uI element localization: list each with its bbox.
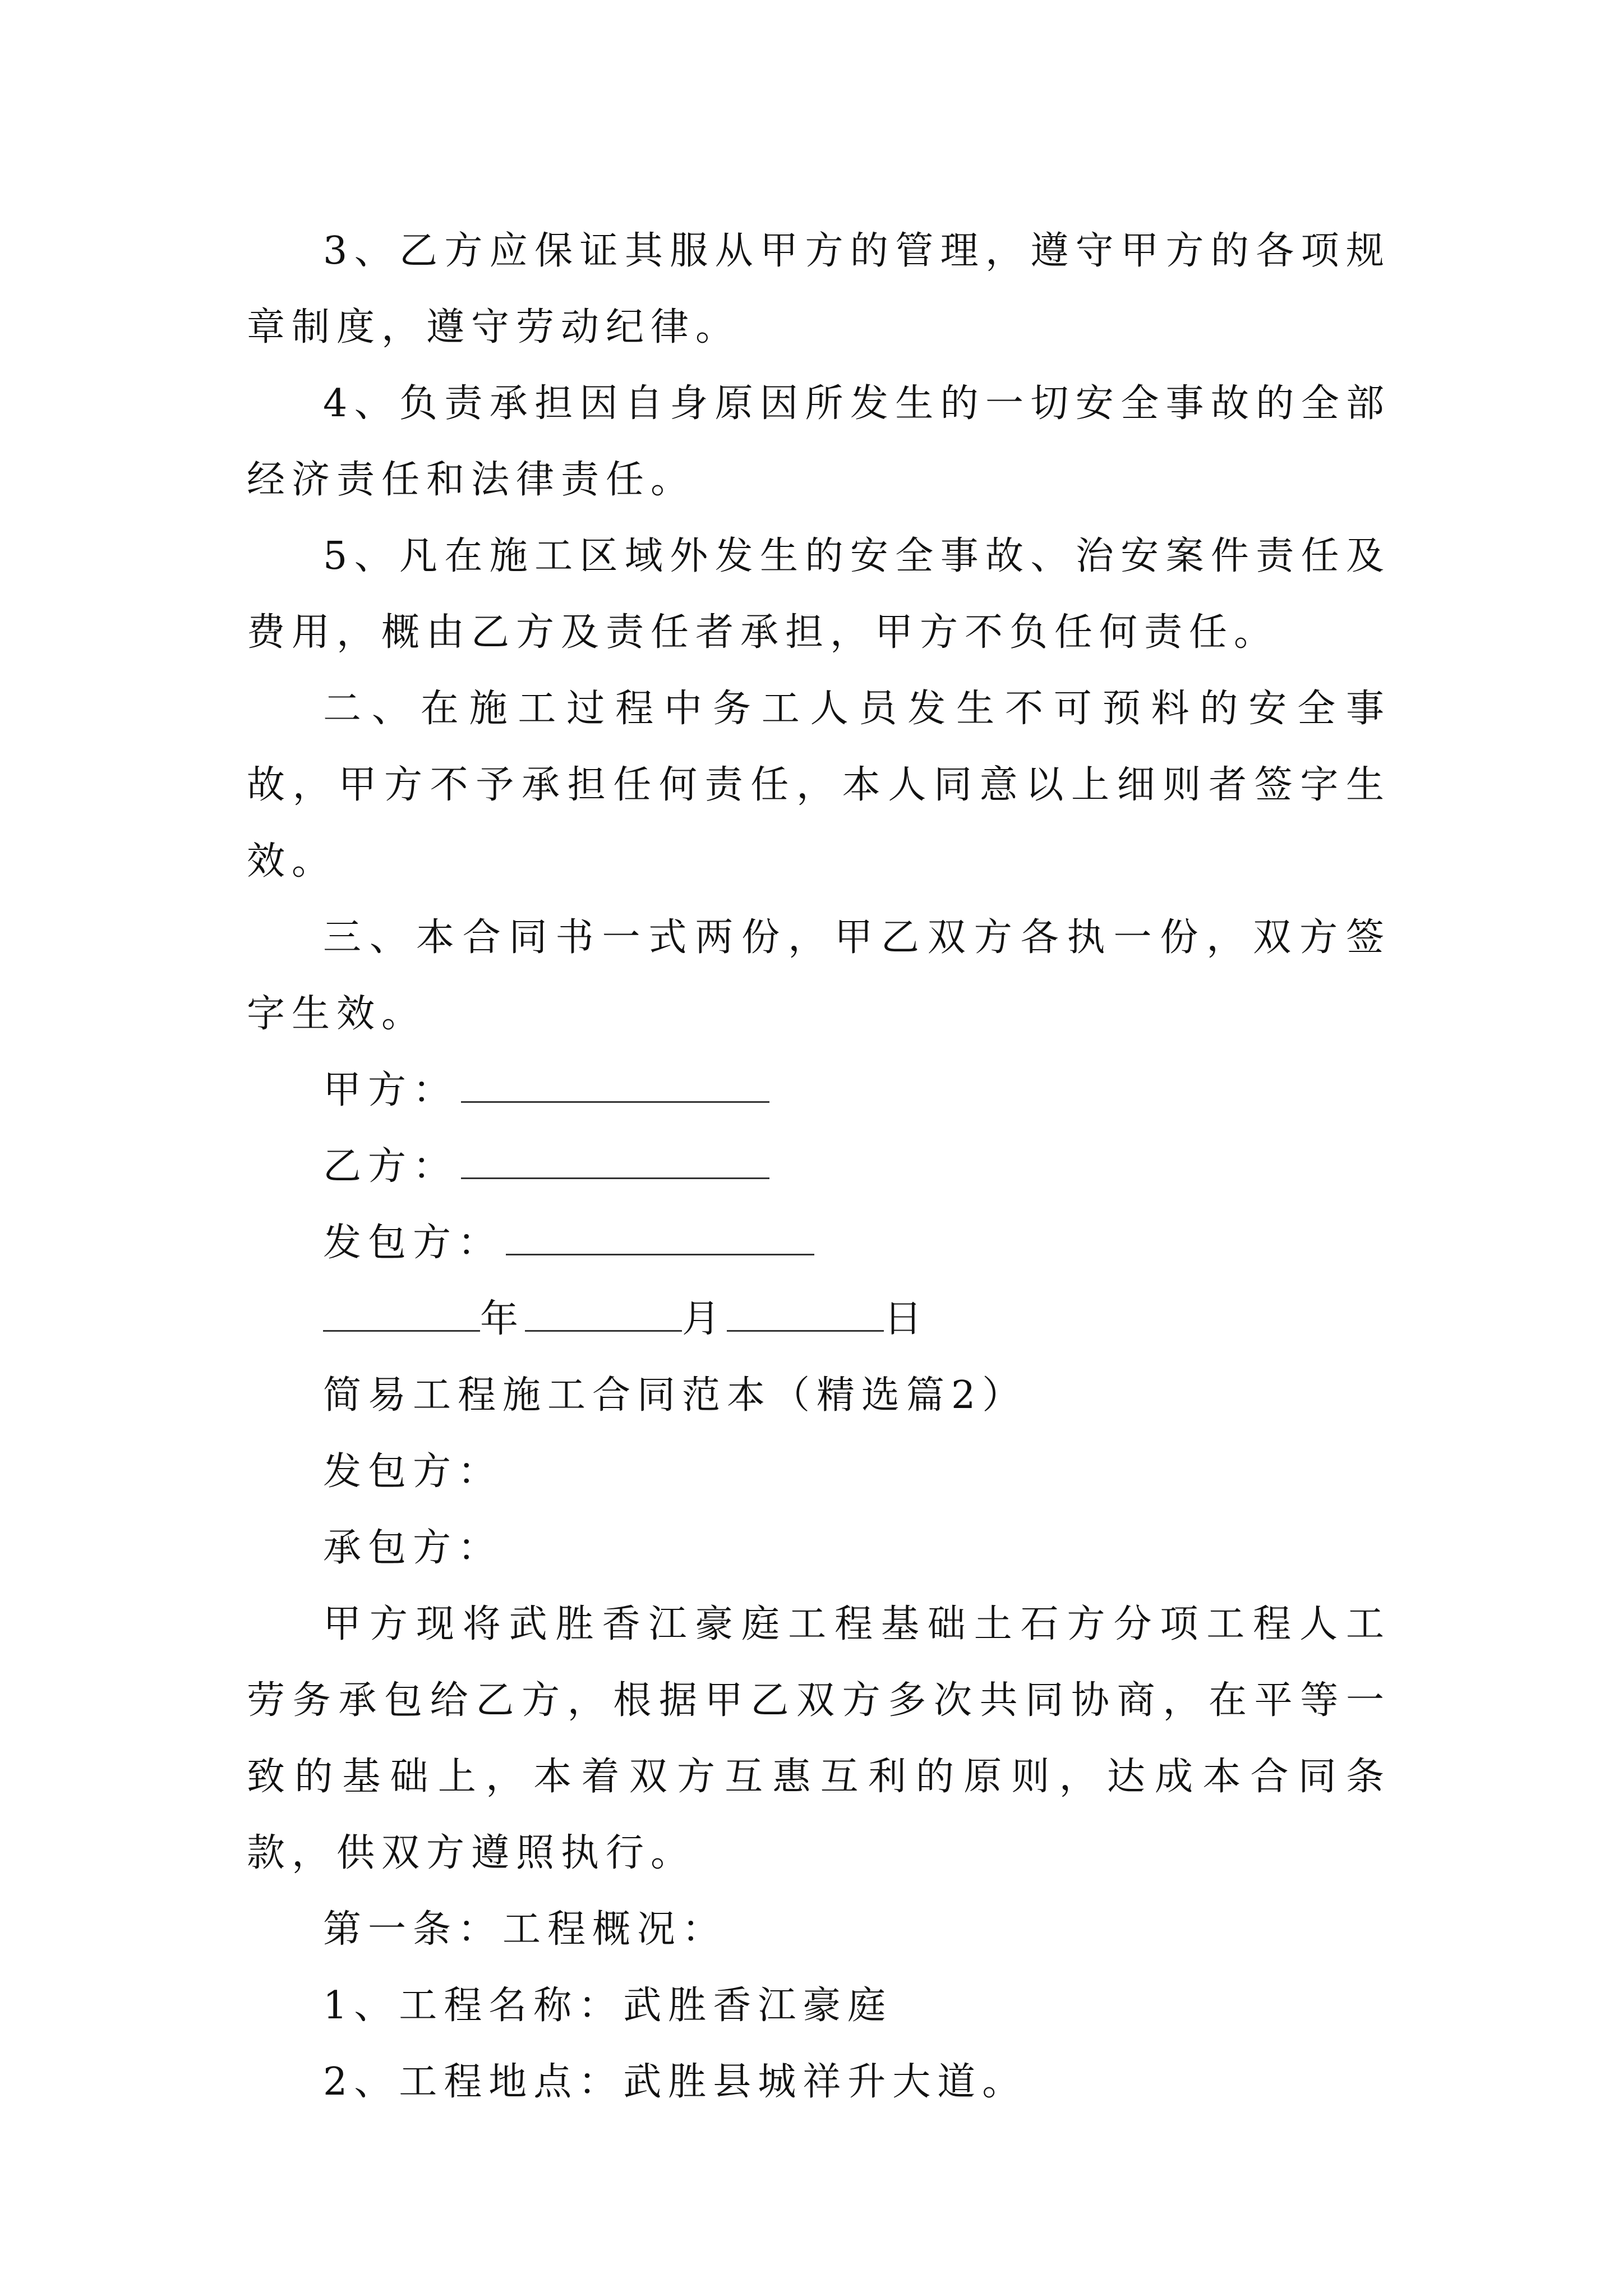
year-blank xyxy=(323,1296,480,1332)
year-label: 年 xyxy=(480,1297,525,1341)
month-blank xyxy=(525,1296,682,1332)
clause-5-paragraph: 5、凡在施工区域外发生的安全事故、治安案件责任及费用，概由乙方及责任者承担，甲方不负任何责任。 xyxy=(247,534,1391,655)
contractor-label: 发包方： xyxy=(323,1221,503,1265)
clause-4-paragraph: 4、负责承担因自身原因所发生的一切安全事故的全部经济责任和法律责任。 xyxy=(247,381,1391,502)
clause-3-paragraph: 3、乙方应保证其服从甲方的管理，遵守甲方的各项规章制度，遵守劳动纪律。 xyxy=(247,229,1391,349)
month-label: 月 xyxy=(682,1297,727,1341)
project-location-item: 2、工程地点：武胜县城祥升大道。 xyxy=(323,2060,1027,2104)
day-label: 日 xyxy=(884,1297,929,1341)
section-two-paragraph: 二、在施工过程中务工人员发生不可预料的安全事故，甲方不予承担任何责任，本人同意以上细则者签字生效。 xyxy=(247,687,1391,884)
article-one-heading: 第一条：工程概况： xyxy=(323,1907,727,1952)
issuer-label-line: 发包方： xyxy=(323,1450,503,1494)
party-b-label: 乙方： xyxy=(323,1144,458,1189)
party-a-label: 甲方： xyxy=(323,1068,458,1112)
contractor-blank xyxy=(506,1220,814,1255)
contractor-label-line: 承包方： xyxy=(323,1526,503,1570)
date-line xyxy=(247,1281,1391,1358)
party-b-signature-line xyxy=(247,1129,1391,1205)
party-a-blank xyxy=(461,1068,769,1103)
party-b-blank xyxy=(461,1144,769,1179)
document-body xyxy=(247,213,1391,2120)
section-heading: 简易工程施工合同范本（精选篇2） xyxy=(323,1373,1027,1418)
section-three-paragraph: 三、本合同书一式两份，甲乙双方各执一份，双方签字生效。 xyxy=(247,915,1391,1036)
day-blank xyxy=(727,1296,884,1332)
party-a-signature-line xyxy=(247,1052,1391,1129)
project-name-item: 1、工程名称：武胜香江豪庭 xyxy=(323,1984,893,2028)
contractor-signature-line xyxy=(247,1205,1391,1281)
intro-paragraph: 甲方现将武胜香江豪庭工程基础土石方分项工程人工劳务承包给乙方，根据甲乙双方多次共同协商，在平等一致的基础上，本着双方互惠互利的原则，达成本合同条款，供双方遵照执行。 xyxy=(247,1602,1391,1875)
